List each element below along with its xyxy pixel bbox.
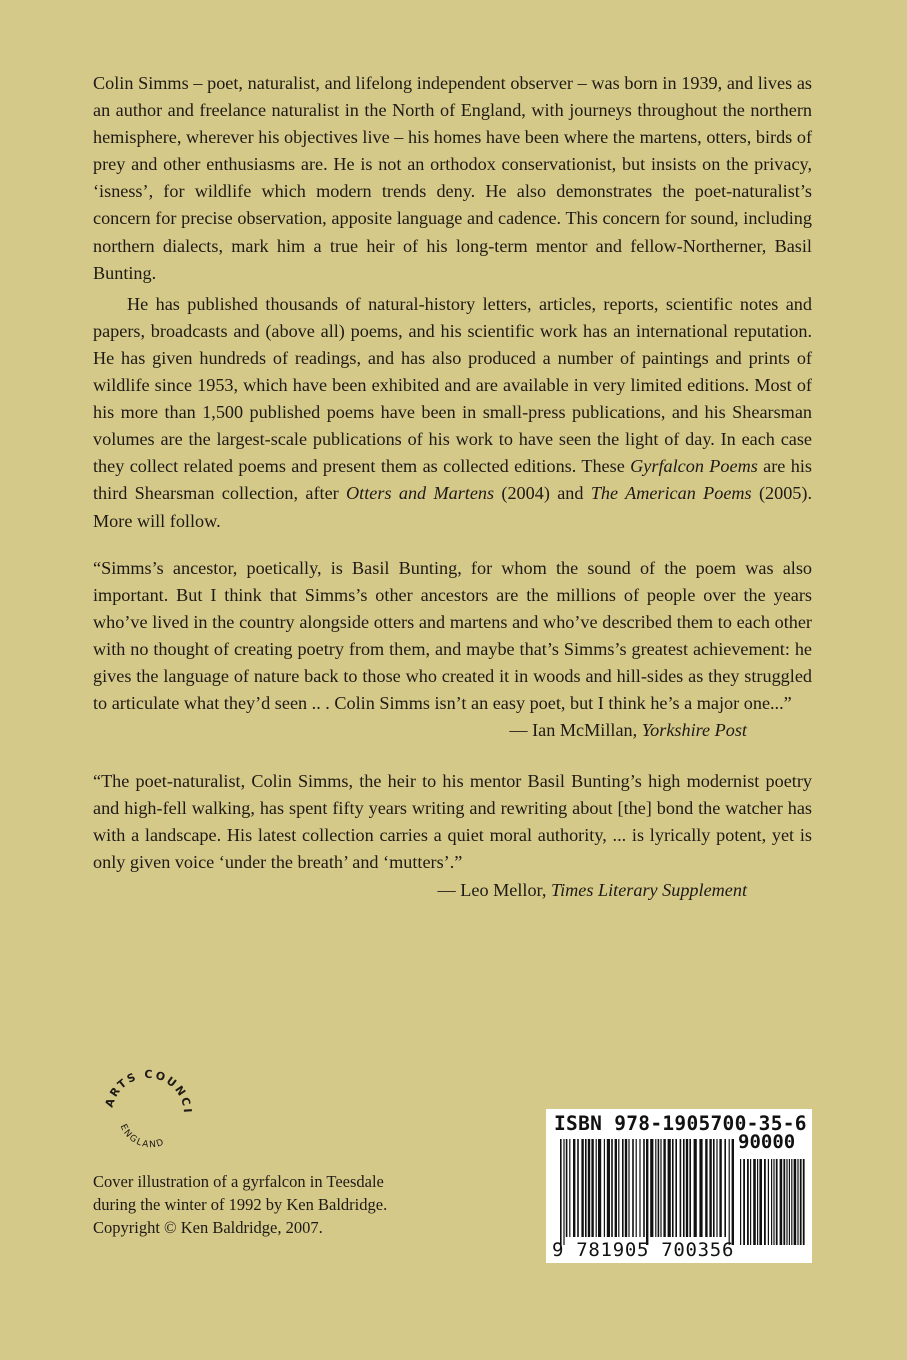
barcode-bar — [596, 1139, 597, 1237]
addon-bar — [768, 1159, 769, 1245]
cover-credit — [93, 1170, 387, 1239]
barcode-bar — [625, 1139, 627, 1237]
price-code: 90000 — [738, 1131, 796, 1153]
barcode-bar — [719, 1139, 721, 1237]
addon-bar — [773, 1159, 774, 1245]
barcode-bar — [569, 1139, 570, 1237]
barcode-bar — [566, 1139, 568, 1237]
barcode-bar — [650, 1139, 653, 1237]
barcode-bar — [611, 1139, 613, 1237]
text-segment: (2004) and — [494, 483, 591, 504]
addon-bar — [789, 1159, 790, 1245]
barcode-bar — [573, 1139, 575, 1237]
text-segment: are his third Shearsman collection, after — [93, 456, 812, 504]
bio-paragraph-2 — [93, 291, 812, 535]
addon-bar — [794, 1159, 797, 1245]
text-segment: (2005). More will follow. — [93, 483, 812, 531]
addon-bar — [786, 1159, 787, 1245]
addon-bar — [759, 1159, 762, 1245]
barcode-bar — [705, 1139, 707, 1237]
isbn-label: ISBN 978-1905700-35-6 — [554, 1112, 807, 1135]
cover-credit-line-1: Cover illustration of a gyrfalcon in Teesdale — [93, 1172, 384, 1191]
barcode-bar — [622, 1139, 624, 1237]
addon-bar — [780, 1159, 783, 1245]
barcode-bar — [588, 1139, 590, 1237]
barcode-bar — [686, 1139, 688, 1237]
addon-bar — [753, 1159, 756, 1245]
addon-bar — [803, 1159, 805, 1245]
review-quote-2: “The poet-naturalist, Colin Simms, the heir to his mentor Basil Bunting’s high modernist poetry and high-fell walking, has spent fifty years writing and rewriting about [the] bond the watcher has with a landscape. His latest collection carries a quiet moral authority, ... is lyrically potent, yet is only given voice ‘under the breath’ and ‘mutters’.” — [93, 771, 812, 873]
barcode-bar — [607, 1139, 610, 1237]
review-attribution-2 — [93, 877, 812, 904]
barcode-bar — [628, 1139, 629, 1237]
barcode-bar — [636, 1139, 637, 1237]
addon-bar — [800, 1159, 802, 1245]
back-cover-text — [93, 70, 812, 904]
barcode-bar — [689, 1139, 691, 1237]
barcode-bar — [663, 1139, 665, 1237]
barcode-bar — [709, 1139, 711, 1237]
addon-bar — [764, 1159, 766, 1245]
review-quote-1: “Simms’s ancestor, poetically, is Basil Bunting, for whom the sound of the poem was also important. But I think that Simms’s other ancestors are the millions of people over the years who’ve lived in the country alongside otters and martens and who’ve described them to each other with no thought of creating poetry from them, and maybe that’s Simms’s greatest achievement: he gives the language of nature back to those who created it in woods and hill-sides as they struggled to articulate what they’d seen .. . Colin Simms isn’t an easy poet, but I think he’s a major one...” — [93, 557, 812, 714]
addon-bar — [783, 1159, 785, 1245]
barcode-bar — [672, 1139, 674, 1237]
attribution-author: — Ian McMillan, — [509, 720, 642, 741]
barcode-bar — [581, 1139, 583, 1237]
attribution-source: Times Literary Supplement — [550, 879, 747, 900]
barcode-bar — [680, 1139, 682, 1237]
addon-bar — [791, 1159, 792, 1245]
barcode-bar — [563, 1139, 564, 1245]
addon-bar — [747, 1159, 749, 1245]
review-attribution-1 — [93, 717, 812, 744]
barcode-bar — [560, 1139, 562, 1245]
bio-paragraph-1 — [93, 70, 812, 287]
italic-title: Gyrfalcon Poems — [630, 456, 758, 477]
addon-bar — [757, 1159, 758, 1245]
barcode-bar — [598, 1139, 601, 1237]
addon-bar — [743, 1159, 745, 1245]
barcode-bar — [591, 1139, 593, 1237]
cover-credit-line-3: Copyright © Ken Baldridge, 2007. — [93, 1218, 323, 1237]
barcode-bar — [615, 1139, 617, 1237]
barcode-bar — [639, 1139, 640, 1237]
svg-text:ENGLAND: ENGLAND — [117, 1122, 167, 1151]
barcode-bar — [716, 1139, 717, 1237]
barcode-bar — [694, 1139, 697, 1237]
barcode-bar — [675, 1139, 677, 1237]
barcode-bar — [732, 1139, 734, 1245]
ean-digits: 9 781905 700356 — [552, 1239, 735, 1261]
barcode-bar — [655, 1139, 656, 1237]
barcode-bar — [729, 1139, 730, 1245]
arts-council-england-logo — [98, 1062, 198, 1162]
addon-bar — [771, 1159, 772, 1245]
barcode-bar — [646, 1139, 648, 1245]
barcode-bar — [660, 1139, 661, 1237]
arts-council-logo-icon — [98, 1062, 198, 1162]
barcode-bar — [699, 1139, 702, 1237]
barcode-bar — [585, 1139, 587, 1237]
addon-bar — [750, 1159, 751, 1245]
addon-bar — [740, 1159, 741, 1245]
attribution-source: Yorkshire Post — [641, 720, 747, 741]
barcode-bar — [668, 1139, 671, 1237]
barcode-bar — [577, 1139, 579, 1237]
text-segment: Colin Simms – poet, naturalist, and lifelong independent observer – was born in 1939, and lives as an author and freelance naturalist in the North of England, with journeys throughout the northern hemisphere, wherever his objectives live – his homes have been where the martens, otters, birds of prey and other enthusiasms are. He is not an orthodox conservationist, but insists on the privacy, ‘isness’, for wildlife which modern trends deny. He also demonstrates the poet-naturalist’s concern for precise observation, apposite language and cadence. This concern for sound, including northern dialects, mark him a true heir of his long-term mentor and fellow-Northerner, Basil Bunting. — [93, 73, 812, 283]
barcode-bar — [683, 1139, 685, 1237]
italic-title: Otters and Martens — [346, 483, 495, 504]
barcode-bar — [724, 1139, 726, 1237]
attribution-author: — Leo Mellor, — [437, 879, 551, 900]
barcode-bar — [658, 1139, 660, 1237]
cover-credit-line-2: during the winter of 1992 by Ken Baldridge. — [93, 1195, 388, 1214]
barcode-bar — [643, 1139, 645, 1237]
text-segment: He has published thousands of natural-history letters, articles, reports, scientific notes and papers, broadcasts and (above all) poems, and his scientific work has an international reputation. He has given hundreds of readings, and has also produced a number of paintings and prints of wildlife since 1953, which have been exhibited and are available in very limited editions. Most of his more than 1,500 published poems have been in small-press publications, and his Shearsman volumes are the largest-scale publications of his work to have seen the light of day. In each case they collect related poems and present them as collected editions. These — [93, 293, 812, 477]
addon-bar — [776, 1159, 778, 1245]
barcode-bar — [632, 1139, 634, 1237]
barcode-bar — [604, 1139, 605, 1237]
svg-text:ARTS COUNCIL: ARTS COUNCI — [102, 1067, 195, 1116]
italic-title: The American Poems — [590, 483, 752, 504]
addon-bar — [797, 1159, 798, 1245]
isbn-barcode — [546, 1109, 812, 1263]
barcode-bar — [713, 1139, 715, 1237]
barcode-bar — [618, 1139, 619, 1237]
